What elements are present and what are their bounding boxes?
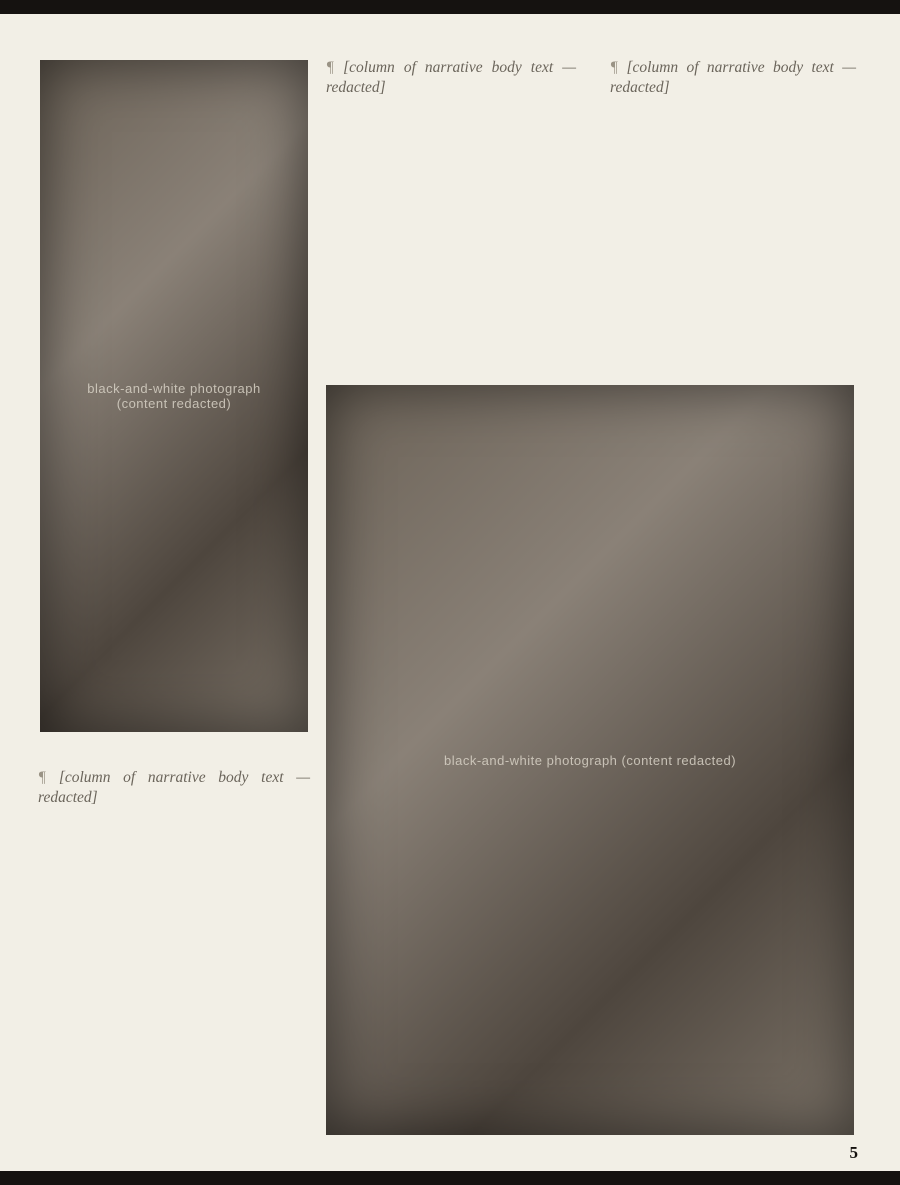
text-column-top-right [610, 58, 856, 358]
photo-main [326, 385, 854, 1135]
photo-top-left [40, 60, 308, 732]
redacted-text: ¶ [column of narrative body text — redacted] [38, 768, 310, 808]
text-column-top-middle [326, 58, 576, 358]
page-number: 5 [849, 1143, 858, 1162]
text-column-bottom-left [38, 768, 310, 1140]
scan-edge-top [0, 0, 900, 14]
redacted-text: ¶ [column of narrative body text — redacted] [326, 58, 576, 98]
photo-top-left-label: black-and-white photograph (content redacted) [87, 381, 261, 411]
redacted-text: ¶ [column of narrative body text — redacted] [610, 58, 856, 98]
photo-main-label: black-and-white photograph (content redacted) [443, 752, 737, 768]
scan-edge-bottom [0, 1171, 900, 1185]
